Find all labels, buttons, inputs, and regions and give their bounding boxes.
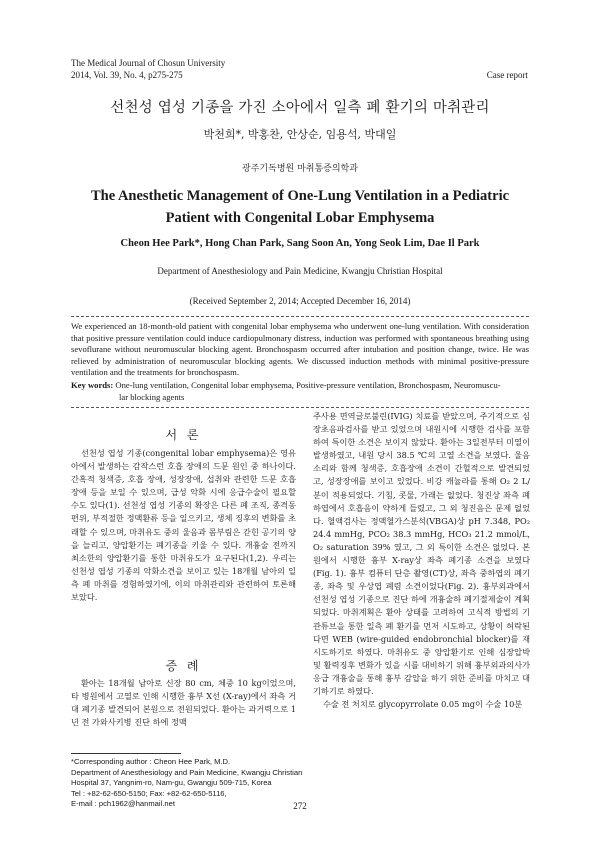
intro-paragraph: 선천성 엽성 기종(congenital lobar emphysema)은 영유아에서 발생하는 감작스런 호흡 장애의 드문 원인 중 하나이다. 간혹적 청색증, 호흡 장애, 성장장애, 섭취와 관련한 드문 호흡장애 등을 보일 수 있으며, 급성 악화 시에 응급수술이 필요할 수도 있다(1). 선천성 엽성 기종의 확장은 다른 폐 조직, 종격동 편위, 부적절한 정맥환류 등을 일으키고, 생체 징후의 변화를 초래할 수 있으며, 마취유도 중의 울음과 몸부림은 갇힌 공기의 양을 늘리고, 양압환기는 폐기종을 키울 수 있다. 개흉술 전까지 최소한의 양압환기를 통한 마취유도가 요구된다(1,2). 우리는 선천성 엽성 기종의 악화소견을 보이고 있는 18개월 남아의 일측 폐 마취를 경험하였기에, 이의 마취관리와 관련하여 토론해 보았다. [71,448,296,603]
case-paragraph: 환아는 18개월 남아로 신장 80 cm, 체중 10 kg이었으며, 타 병원에서 고열로 인해 시행한 흉부 X선 (X-ray)에서 좌측 거대 폐기종 발견되어 본원으로 전원되었다. 환아는 과거력으로 1년 전 가와사키병 진단 하에 정맥 [71,678,296,728]
keywords-line-1: One-lung ventilation, Congenital lobar emphysema, Positive-pressure ventilation, Bronchospasm, Neuromuscu- [115,380,501,390]
footnote-line-5: E-mail : pch1962@hanmail.net [71,799,175,808]
korean-authors: 박천희*, 박홍찬, 안상순, 임용석, 박대일 [203,128,397,141]
footnote-line-3: Hospital 37, Yangnim-ro, Nam-gu, Gwangju 509-715, Korea [71,778,272,787]
english-title-line-1: The Anesthetic Management of One-Lung Ventilation in a Pediatric [90,188,510,204]
abstract-bottom-rule [71,407,529,408]
footnote-line-1: *Corresponding author : Cheon Hee Park, M.D. [71,757,231,766]
keywords [71,380,529,403]
article-type: Case report [486,70,528,80]
case-section [71,677,296,729]
footnote-line-2: Department of Anesthesiology and Pain Medicine, Kwangju Christian [71,767,303,777]
journal-name: The Medical Journal of Chosun University [71,58,226,68]
case-heading: 증 례 [165,659,202,673]
abstract: We experienced an 18-month-old patient with congenital lobar emphysema who underwent one-lung ventilation. With consideration that positive pressure ventilation could induce cardiopulmonary distress, induction was performed with spontaneous breathing using sevoflurane without neuromuscular blocking agent. Bronchospasm occurred after intubation and position change, twice. He was relieved by administration of neuromuscular blocking agents. We discussed induction methods with minimal positive-pressure ventilation and the treatments for bronchospasm. [71,321,529,378]
english-title [0,185,600,229]
page-number: 272 [293,801,307,811]
footnote-line-4: Tel : +82-62-650-5150; Fax: +82-62-650-5116, [71,788,227,798]
korean-affiliation: 광주기독병원 마취통증의학과 [242,164,358,174]
received-dates: (Received September 2, 2014; Accepted December 16, 2014) [189,296,411,306]
keywords-label: Key words: [71,380,114,390]
intro-section [71,447,296,604]
right-column [313,410,530,711]
keywords-line-2: lar blocking agents [119,391,185,402]
journal-citation [71,57,225,81]
footnote-rule [71,753,181,754]
english-affiliation: Department of Anesthesiology and Pain Medicine, Kwangju Christian Hospital [157,266,443,276]
english-authors: Cheon Hee Park*, Hong Chan Park, Sang Soon An, Yong Seok Lim, Dae Il Park [120,238,480,249]
journal-volume: 2014, Vol. 39, No. 4, p275-275 [71,70,183,80]
korean-title: 선천성 엽성 기종을 가진 소아에서 일측 폐 환기의 마취관리 [110,100,490,116]
abstract-top-rule [71,316,529,317]
intro-heading: 서 론 [165,428,202,442]
case-continued-paragraph: 주사용 면역글로불린(IVIG) 치료를 받았으며, 주기적으로 심장초음파검사를 받고 있었으며 내원시에 시행한 검사를 포함하여 특이한 소견은 보이지 않았다. 환아는 3일전부터 미열이 발생하였고, 내원 당시 38.5 ℃의 고열 소견을 보였다. 울음소리와 함께 청색증, 호흡장애 소견이 간헐적으로 발견되었고, 성장장애를 보이고 있었다. 비강 캐뉼라를 통해 O₂ 2 L/분이 적용되었다. 기침, 콧물, 가래는 없었다. 청진상 좌측 폐하엽에서 호흡음이 약하게 들렸고, 그 외 청진음은 문제 없었다. 혈액검사는 정맥혈가스분석(VBGA)상 pH 7.348, PO₂ 24.4 mmHg, PCO₂ 38.3 mmHg, HCO₃ 21.2 mmol/L, O₂ saturation 39% 였고, 그 외 특이한 소견은 없었다. 본원에서 시행한 흉부 X-ray상 좌측 폐기종 소견을 보였다(Fig. 1). 흉부 컴퓨터 단층 촬영(CT)상, 좌측 중하엽의 폐기종, 좌측 및 우상엽 폐렴 소견이었다(Fig. 2). 흉부외과에서 선천성 엽성 기종으로 진단 하에 개흉술하 폐기절제술이 계획되었다. 마취계획은 환아 상태를 고려하여 고식적 방법의 기관튜브을 통한 일측 폐 환기를 먼저 시도하고, 상황이 허락된다면 WEB (wire-guided endobronchial blocker)를 재시도하기로 하였다. 마취유도 중 양압환기로 인해 심장압박 및 활력징후 변화가 있을 시를 대비하기 위해 흉부외과의사가 응급 개흉술을 통해 흉부 감압을 하기 위한 준비를 마치고 대기하기로 하였다. [313,411,530,696]
english-title-line-2: Patient with Congenital Lobar Emphysema [165,210,435,226]
premedication-paragraph: 수술 전 처치로 glycopyrrolate 0.05 mg이 수술 10분 [323,699,523,710]
